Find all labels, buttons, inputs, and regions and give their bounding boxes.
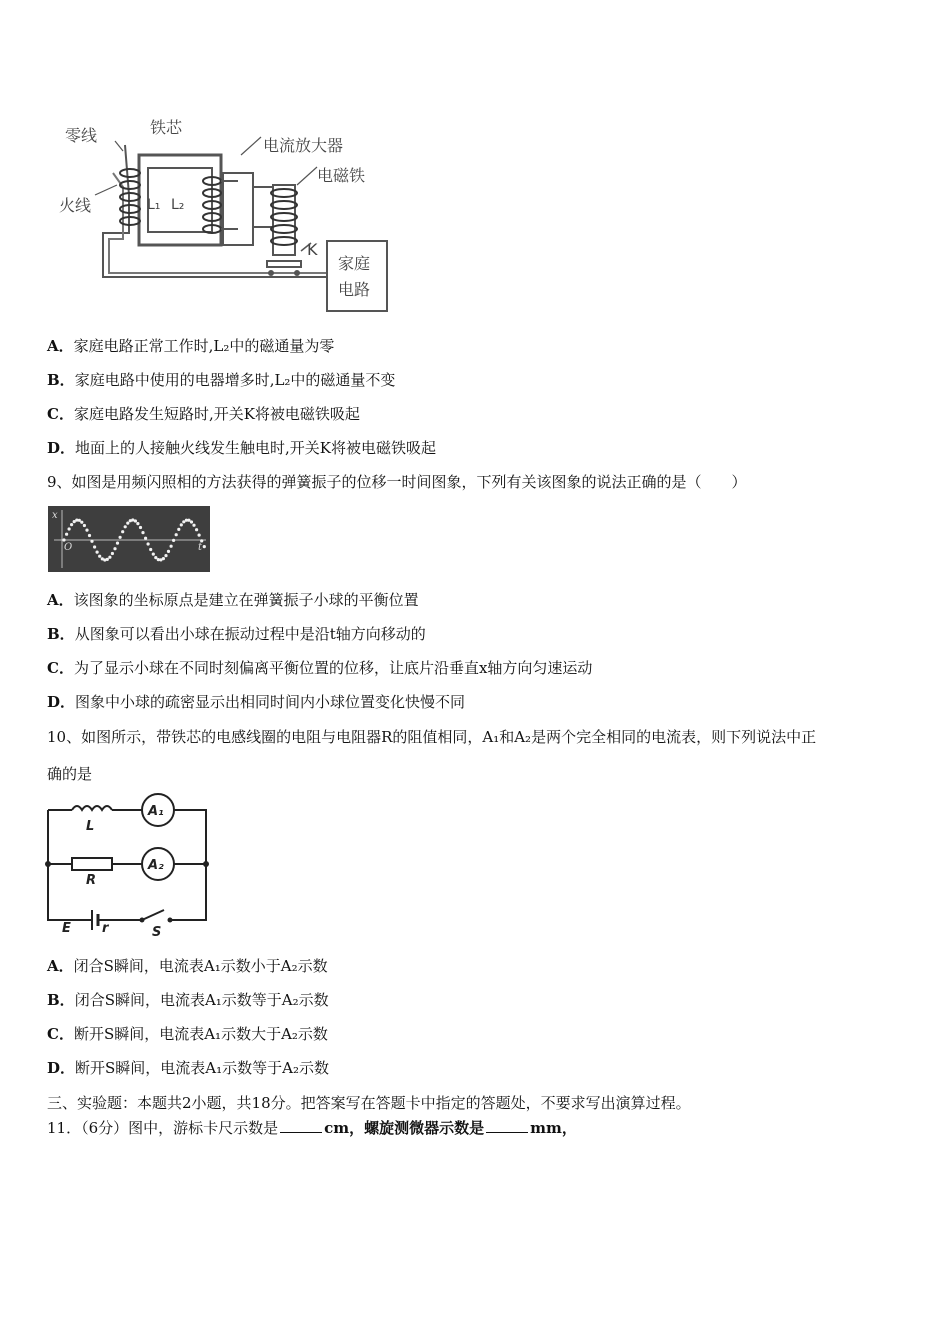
q10-option-a: A．闭合S瞬间，电流表A₁示数小于A₂示数 — [47, 957, 328, 975]
label-K: K — [307, 240, 318, 259]
label-home-1: 家庭 — [338, 254, 371, 273]
oscillation-dot — [85, 529, 88, 532]
axis-t-label: t — [198, 542, 203, 553]
home-circuit-box — [327, 241, 387, 311]
q9-option-a: A．该图象的坐标原点是建立在弹簧振子小球的平衡位置 — [47, 591, 419, 609]
oscillation-dot — [113, 547, 116, 550]
label-inductor: L — [86, 819, 95, 834]
oscillation-dot — [83, 524, 86, 527]
oscillation-dot — [106, 558, 109, 561]
origin-label: O — [64, 542, 73, 553]
q8-option-d: D．地面上的人接触火线发生触电时,开关K将被电磁铁吸起 — [47, 439, 436, 457]
q9-option-d: D．图象中小球的疏密显示出相同时间内小球位置变化快慢不同 — [47, 693, 466, 711]
oscillation-dot — [187, 519, 190, 522]
q9-option-b: B．从图象可以看出小球在振动过程中是沿t轴方向移动的 — [47, 625, 426, 643]
oscillation-dot — [70, 523, 73, 526]
oscillation-dot — [98, 555, 101, 558]
oscillation-dot — [126, 522, 129, 525]
oscillation-dot — [144, 537, 147, 540]
oscillation-dot — [149, 548, 152, 551]
oscillation-dot — [136, 522, 139, 525]
oscillation-dot — [164, 554, 167, 557]
oscillation-dot — [68, 527, 71, 530]
answer-blank-1[interactable] — [280, 1118, 322, 1133]
oscillation-dot — [141, 531, 144, 534]
oscillation-dot — [172, 539, 175, 542]
label-resistor: R — [86, 873, 97, 888]
label-ammeter-a1: A₁ — [148, 804, 164, 819]
oscillation-dot — [177, 528, 180, 531]
oscillation-dot — [152, 553, 155, 556]
oscillation-dot — [154, 556, 157, 559]
oscillation-dot — [139, 526, 142, 529]
label-electromagnet: 电磁铁 — [317, 166, 366, 185]
q9-stem: 9、如图是用频闪照相的方法获得的弹簧振子的位移一时间图象，下列有关该图象的说法正确的是（ ） — [47, 473, 747, 491]
label-switch: S — [152, 925, 162, 938]
label-emf: E — [62, 921, 71, 936]
answer-blank-2[interactable] — [486, 1118, 528, 1133]
oscillation-dot — [190, 520, 193, 523]
oscillation-dot — [195, 528, 198, 531]
leakage-protector-diagram — [55, 115, 405, 320]
q10-option-d: D．断开S瞬间，电流表A₁示数等于A₂示数 — [47, 1059, 329, 1077]
oscillation-dot — [108, 556, 111, 559]
q10-option-c: C．断开S瞬间，电流表A₁示数大于A₂示数 — [47, 1025, 328, 1043]
oscillation-dot — [111, 552, 114, 555]
oscillation-dot — [116, 542, 119, 545]
label-internal-r: r — [102, 921, 109, 936]
oscillation-dot — [90, 540, 93, 543]
label-neutral: 零线 — [65, 126, 98, 145]
label-L2: L₂ — [171, 197, 185, 213]
inductor-circuit-diagram — [42, 792, 214, 938]
q10-stem-line2: 确的是 — [47, 765, 93, 783]
oscillation-dot — [147, 542, 150, 545]
oscillation-dot — [203, 545, 206, 548]
switch-K — [267, 261, 301, 267]
q9-option-c: C．为了显示小球在不同时刻偏离平衡位置的位移，让底片沿垂直x轴方向匀速运动 — [47, 659, 593, 677]
oscillation-dot — [88, 534, 91, 537]
axis-x-label: x — [52, 510, 58, 521]
oscillation-dot — [198, 534, 201, 537]
label-ammeter-a2: A₂ — [148, 858, 164, 873]
oscillation-dot — [93, 545, 96, 548]
oscillation-dot — [65, 533, 68, 536]
q11-stem: 11．（6分）图中，游标卡尺示数是 cm，螺旋测微器示数是 mm， — [47, 1119, 577, 1137]
oscillation-dot — [96, 551, 99, 554]
q10-stem-line1: 10、如图所示，带铁芯的电感线圈的电阻与电阻器R的阻值相同，A₁和A₂是两个完全相同的电流表，则下列说法中正 — [47, 728, 817, 746]
label-core: 铁芯 — [150, 118, 183, 137]
oscillation-dot — [167, 550, 170, 553]
current-amplifier-box — [223, 173, 253, 245]
oscillation-dot — [162, 557, 165, 560]
label-L1: L₁ — [147, 197, 161, 213]
oscillation-dot — [134, 519, 137, 522]
oscillation-dot — [121, 530, 124, 533]
q8-option-a: A．家庭电路正常工作时,L₂中的磁通量为零 — [47, 337, 335, 355]
oscillation-dot — [170, 545, 173, 548]
q8-option-b: B．家庭电路中使用的电器增多时,L₂中的磁通量不变 — [47, 371, 396, 389]
label-amplifier: 电流放大器 — [263, 136, 344, 155]
q8-option-c: C．家庭电路发生短路时,开关K将被电磁铁吸起 — [47, 405, 360, 423]
q10-option-b: B．闭合S瞬间，电流表A₁示数等于A₂示数 — [47, 991, 329, 1009]
oscillation-dot — [119, 536, 122, 539]
oscillation-dot — [124, 525, 127, 528]
oscillation-dot — [192, 524, 195, 527]
oscillation-photo — [48, 506, 210, 572]
section-heading: 三、实验题：本题共2小题，共18分。把答案写在答题卡中指定的答题处，不要求写出演算过程。 — [47, 1094, 691, 1112]
oscillation-dot — [180, 523, 183, 526]
label-live: 火线 — [59, 196, 92, 215]
oscillation-dot — [175, 533, 178, 536]
label-home-2: 电路 — [338, 280, 371, 299]
oscillation-dot — [80, 521, 83, 524]
